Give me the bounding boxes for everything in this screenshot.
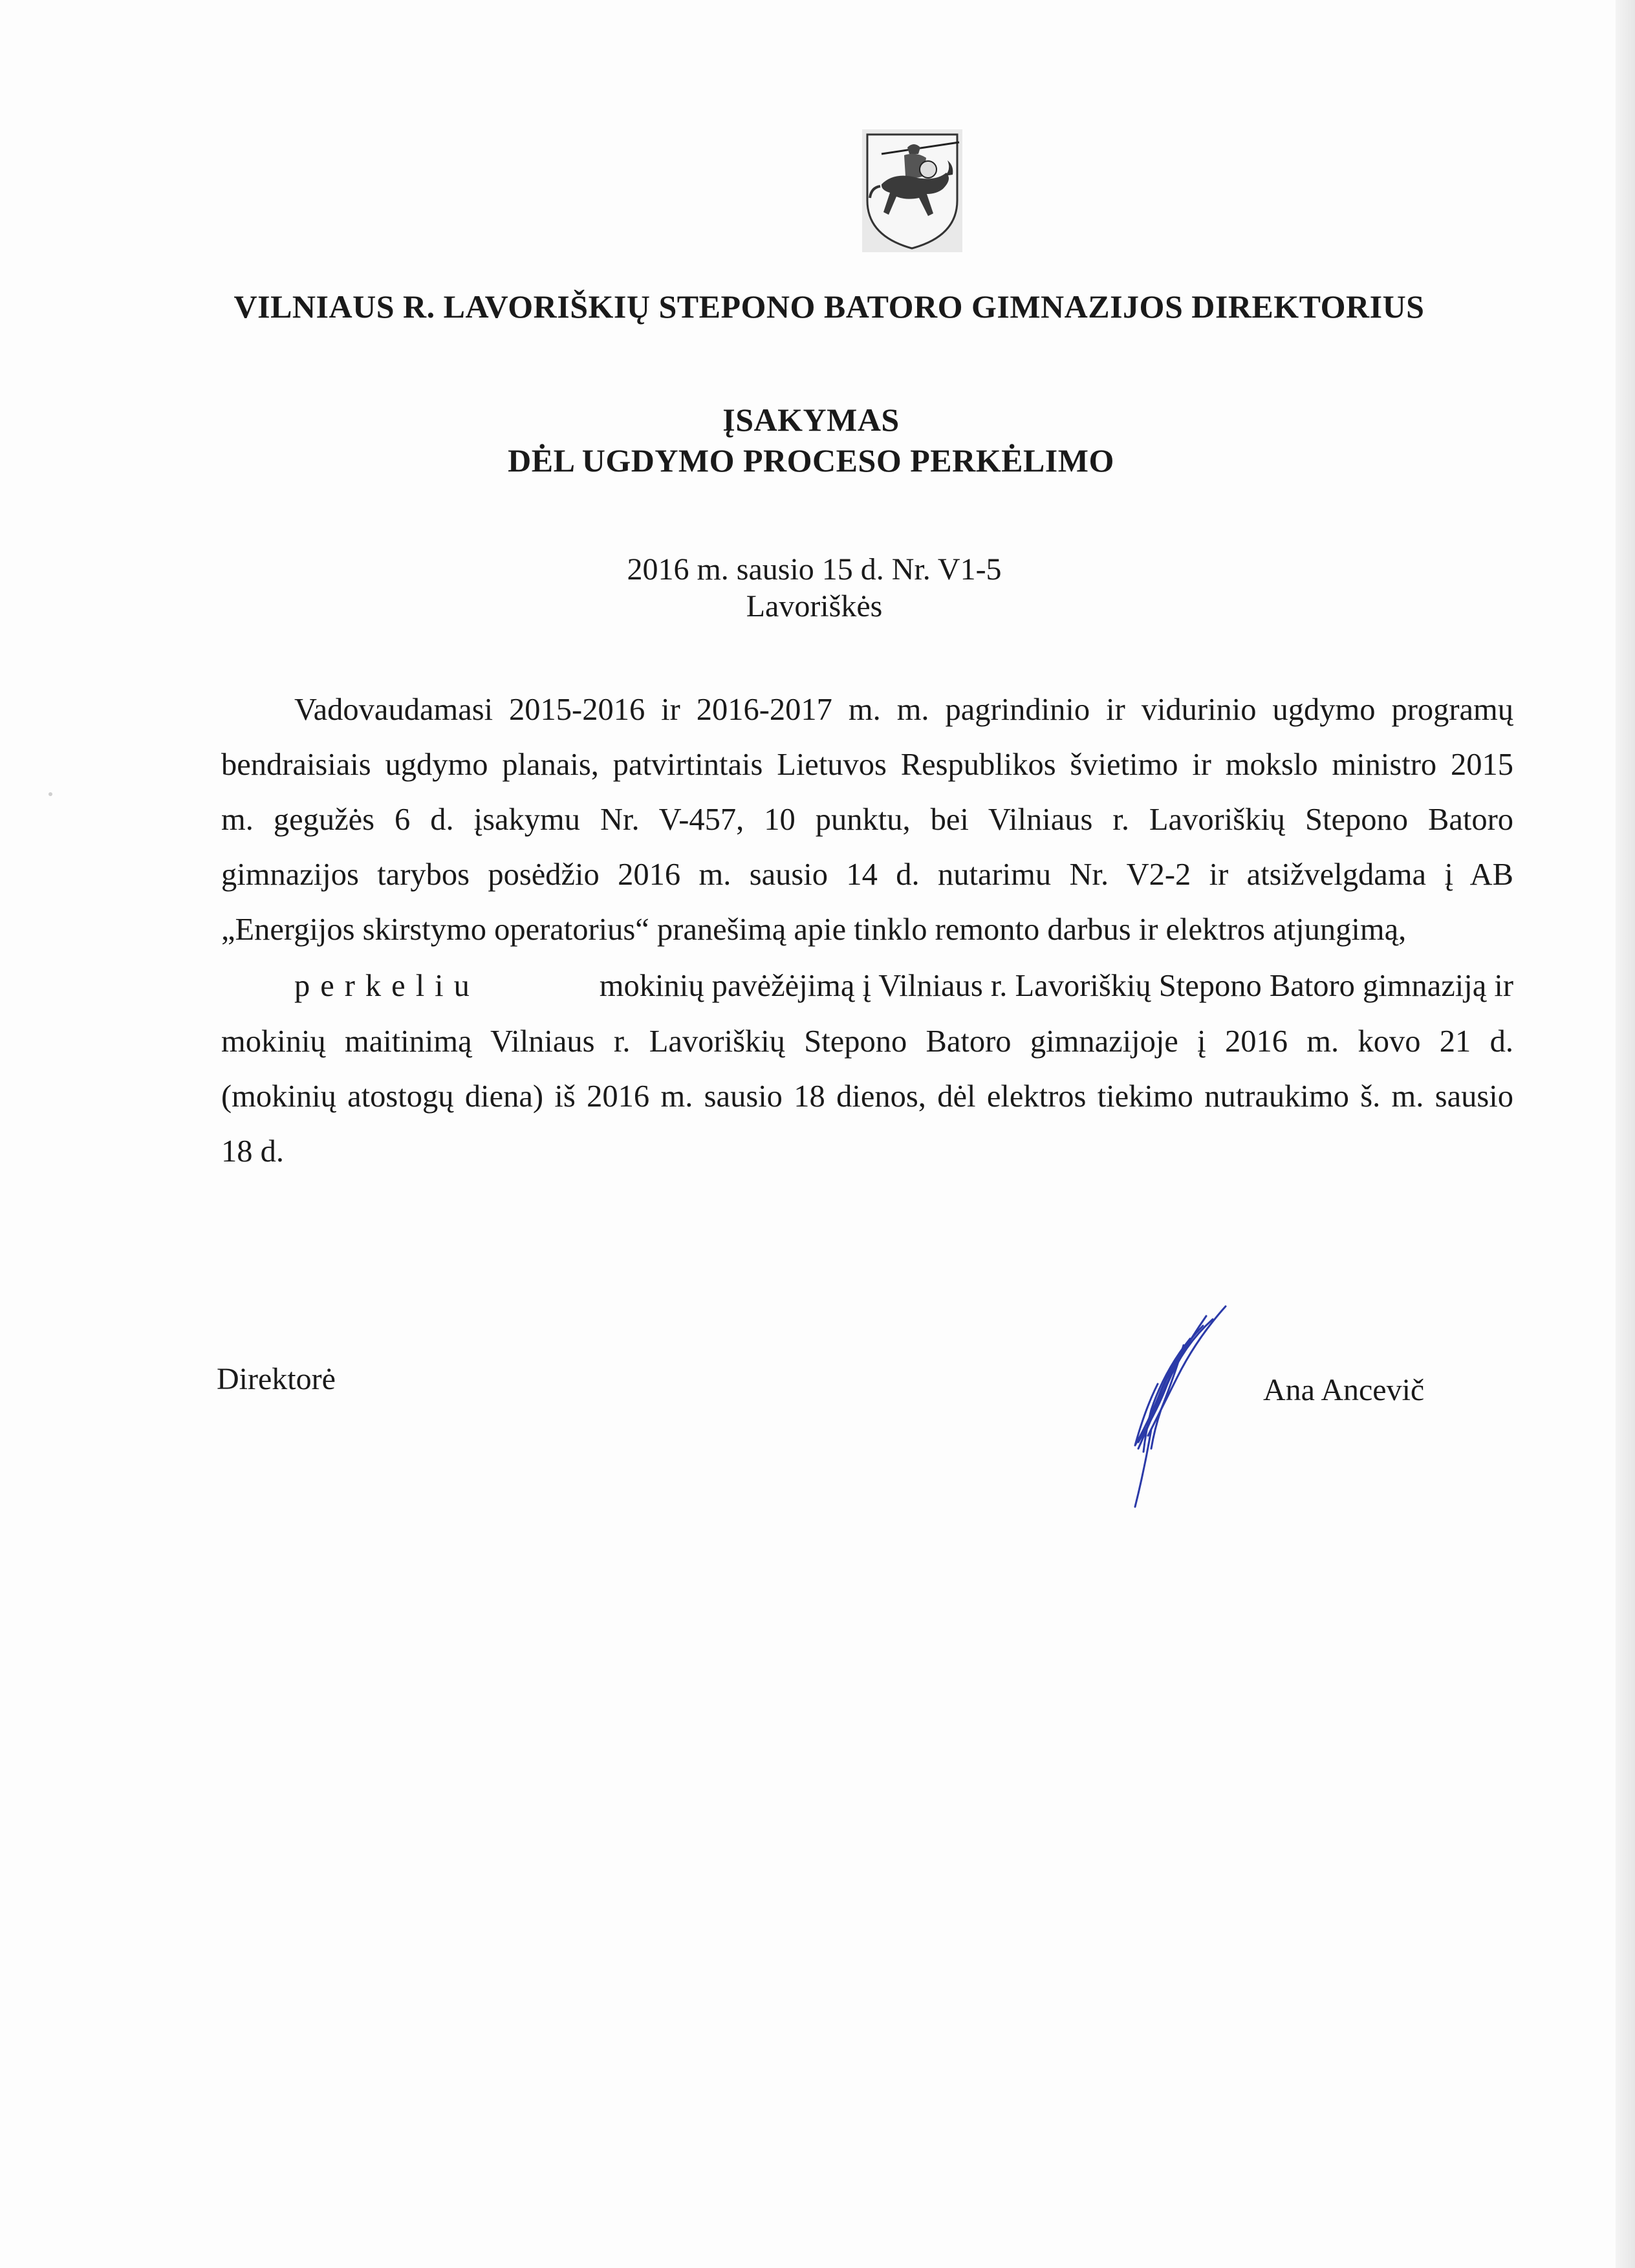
place-of-issue: Lavoriškės	[746, 589, 883, 623]
date-and-number: 2016 m. sausio 15 d. Nr. V1-5	[627, 552, 1002, 587]
body-line-4: gimnazijos tarybos posėdžio 2016 m. sausio 14 d. nutarimu Nr. V2-2 ir atsižvelgdama į AB	[221, 858, 1513, 892]
order-keyword: perkeliu	[294, 969, 480, 1003]
institution-heading: VILNIAUS R. LAVORIŠKIŲ STEPONO BATORO GIMNAZIJOS DIREKTORIUS	[233, 288, 1425, 325]
document-type: ĮSAKYMAS	[722, 402, 900, 438]
scan-speck	[49, 792, 52, 796]
handwritten-signature	[1099, 1300, 1248, 1520]
body-line-9: 18 d.	[221, 1134, 284, 1169]
scan-edge-shadow	[1616, 0, 1635, 2268]
coat-of-arms-icon	[862, 129, 962, 252]
body-line-7: mokinių maitinimą Vilniaus r. Lavoriškių Stepono Batoro gimnazijoje į 2016 m. kovo 21 d.	[221, 1024, 1513, 1059]
body-line-1: Vadovaudamasi 2015-2016 ir 2016-2017 m. m. pagrindinio ir vidurinio ugdymo programų	[294, 693, 1513, 727]
body-line-5: „Energijos skirstymo operatorius“ pranešimą apie tinklo remonto darbus ir elektros atjungimą,	[221, 913, 1407, 947]
signatory-name: Ana Ancevič	[1263, 1373, 1425, 1407]
body-line-3: m. gegužės 6 d. įsakymu Nr. V-457, 10 punktu, bei Vilniaus r. Lavoriškių Stepono Batoro	[221, 803, 1513, 837]
body-line-2: bendraisiais ugdymo planais, patvirtintais Lietuvos Respublikos švietimo ir mokslo ministro 2015	[221, 748, 1513, 782]
body-line-6	[294, 968, 1513, 1004]
signatory-position: Direktorė	[217, 1362, 336, 1396]
body-line-8: (mokinių atostogų diena) iš 2016 m. sausio 18 dienos, dėl elektros tiekimo nutraukimo š. m. sausio	[221, 1079, 1513, 1114]
order-line-rest: mokinių pavėžėjimą į Vilniaus r. Lavoriškių Stepono Batoro gimnaziją ir	[599, 969, 1513, 1003]
document-subject: DĖL UGDYMO PROCESO PERKĖLIMO	[508, 442, 1114, 479]
